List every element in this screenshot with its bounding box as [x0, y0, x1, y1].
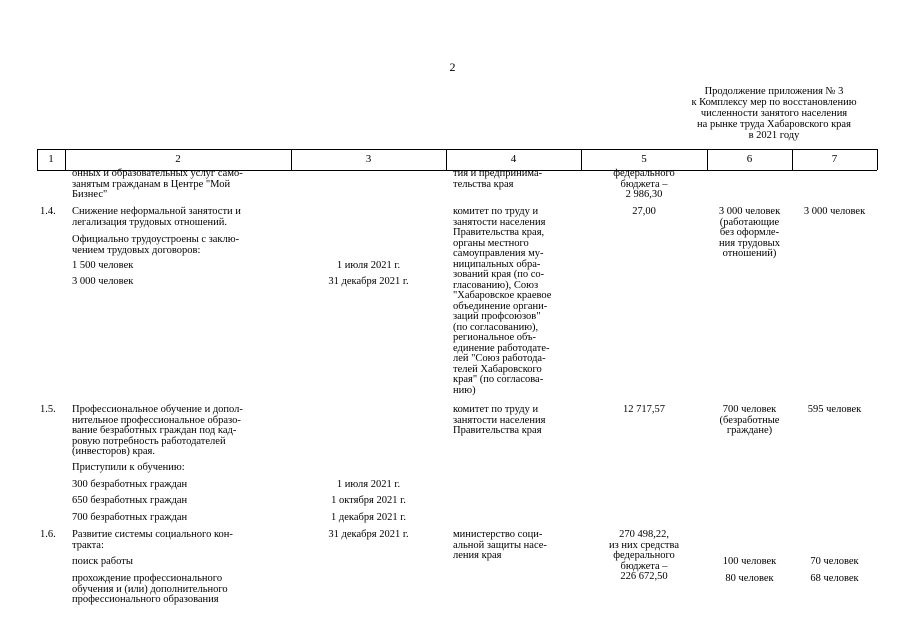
executor [453, 405, 581, 437]
row-number: 1.5. [40, 404, 56, 415]
executor [453, 530, 581, 562]
text-line: тия и предпринима- [453, 168, 543, 179]
actual-value: 595 человек [807, 404, 862, 415]
text-line: (работающие [719, 216, 780, 228]
target-value: 80 человек [725, 573, 774, 584]
column-header-3: 3 [365, 153, 372, 165]
column-header-2: 2 [175, 153, 181, 165]
appendix-header-line: к Комплексу мер по восстановлению [691, 97, 857, 108]
text-line: зований края (по со- [453, 269, 545, 280]
text-line: бюджета – [620, 178, 668, 190]
appendix-header-line: Продолжение приложения № 3 [704, 86, 844, 97]
text-line: граждане) [726, 425, 773, 436]
text-line: 2 986,30 [625, 189, 663, 200]
row-number: 1.4. [40, 206, 56, 217]
text-line: комитет по труду и [453, 206, 539, 217]
text-line: отношений) [722, 248, 777, 259]
measure-subtitle: Приступили к обучению: [72, 462, 185, 473]
text-line: федерального [613, 168, 675, 179]
indicator-label: 300 безработных граждан [72, 479, 188, 490]
text-line: лей "Союз работода- [453, 353, 546, 364]
text-line: обучения и (или) дополнительного [72, 583, 228, 595]
deadline: 1 октября 2021 г. [331, 495, 406, 506]
text-line: "Хабаровское краевое [453, 290, 552, 301]
column-header-4: 4 [510, 153, 517, 165]
row-number: 1.6. [40, 529, 56, 540]
text-line: гласованию), Союз [453, 279, 539, 291]
text-line: вание безработных граждан под кад- [72, 425, 237, 436]
text-line: прохождение профессионального [72, 573, 223, 584]
text-line: легализация трудовых отношений. [72, 216, 228, 228]
actual-value: 3 000 человек [803, 206, 866, 217]
continued-financing [581, 169, 707, 201]
text-line: альной защиты насе- [453, 539, 547, 551]
text-line: тракта: [72, 539, 104, 551]
column-header-6: 6 [746, 153, 753, 165]
text-line: Бизнес" [72, 189, 108, 200]
text-line: органы местного [453, 237, 529, 249]
indicator-label: 3 000 человек [72, 276, 134, 287]
measure-title [72, 530, 292, 551]
indicator-label: 1 500 человек [72, 260, 134, 271]
text-line: телей Хабаровского [453, 363, 542, 375]
appendix-header [660, 86, 888, 141]
text-line: края" (по согласова- [453, 374, 544, 385]
target-value: 100 человек [722, 556, 777, 567]
text-line: Профессиональное обучение и допол- [72, 404, 243, 415]
measure-subtitle [72, 235, 292, 256]
column-divider [877, 149, 878, 170]
text-line: занятости населения [453, 414, 546, 426]
text-line: ниципальных обра- [453, 258, 541, 270]
text-line: нительное профессиональное образо- [72, 414, 241, 426]
text-line: 270 498,22, [619, 529, 669, 540]
financing-amount: 12 717,57 [623, 404, 665, 415]
text-line: 700 человек [722, 404, 777, 415]
executor [453, 207, 581, 396]
text-line: (по согласованию), [453, 321, 539, 333]
text-line: ния трудовых [719, 237, 780, 249]
column-header-1: 1 [48, 153, 54, 165]
text-line: ровую потребность работодателей [72, 435, 226, 447]
text-line: 226 672,50 [620, 571, 668, 582]
deadline: 1 июля 2021 г. [336, 479, 401, 490]
continued-executor [453, 169, 581, 190]
text-line: заций профсоюзов" [453, 311, 541, 322]
text-line: занятым гражданам в Центре "Мой [72, 178, 231, 190]
measure-title [72, 405, 292, 458]
target-value [707, 207, 792, 260]
text-line: (инвесторов) края. [72, 446, 155, 457]
actual-value: 70 человек [810, 556, 859, 567]
deadline: 31 декабря 2021 г. [328, 529, 409, 540]
indicator-label: 650 безработных граждан [72, 495, 188, 506]
text-line: Снижение неформальной занятости и [72, 206, 241, 217]
text-line: Правительства края, [453, 227, 545, 238]
text-line: (безработные [719, 414, 780, 426]
text-line: тельства края [453, 178, 514, 190]
financing-amount [581, 530, 707, 583]
text-line: Официально трудоустроены с заклю- [72, 234, 240, 245]
actual-value: 68 человек [810, 573, 859, 584]
indicator-label: поиск работы [72, 556, 133, 567]
text-line: 3 000 человек [718, 206, 781, 217]
text-line: бюджета – [620, 560, 668, 572]
text-line: ления края [453, 550, 502, 561]
appendix-header-line: в 2021 году [748, 130, 800, 141]
text-line: комитет по труду и [453, 404, 539, 415]
text-line: занятости населения [453, 216, 546, 228]
appendix-header-line: на рынке труда Хабаровского края [697, 119, 851, 130]
continued-description [72, 169, 292, 201]
text-line: самоуправления му- [453, 248, 544, 259]
text-line: единение работодате- [453, 342, 550, 354]
deadline: 1 июля 2021 г. [336, 260, 401, 271]
indicator-label: 700 безработных граждан [72, 512, 188, 523]
text-line: Правительства края [453, 425, 542, 436]
column-header-5: 5 [641, 153, 647, 165]
indicator-label [72, 574, 292, 606]
text-line: чением трудовых договоров: [72, 244, 201, 256]
target-value [707, 405, 792, 437]
deadline: 1 декабря 2021 г. [331, 512, 406, 523]
text-line: объединение органи- [453, 300, 548, 312]
text-line: федерального [613, 550, 675, 561]
text-line: из них средства [608, 539, 679, 551]
text-line: онных и образовательных услуг само- [72, 168, 243, 179]
appendix-header-line: численности занятого населения [700, 108, 848, 119]
text-line: министерство соци- [453, 529, 543, 540]
financing-amount: 27,00 [632, 206, 656, 217]
text-line: Развитие системы социального кон- [72, 529, 233, 540]
deadline: 31 декабря 2021 г. [328, 276, 409, 287]
text-line: профессионального образования [72, 594, 219, 605]
text-line: региональное объ- [453, 332, 537, 343]
text-line: без оформле- [719, 227, 780, 238]
measure-title [72, 207, 292, 228]
text-line: нию) [453, 384, 476, 396]
page-number: 2 [449, 60, 456, 74]
column-header-7: 7 [831, 153, 838, 165]
